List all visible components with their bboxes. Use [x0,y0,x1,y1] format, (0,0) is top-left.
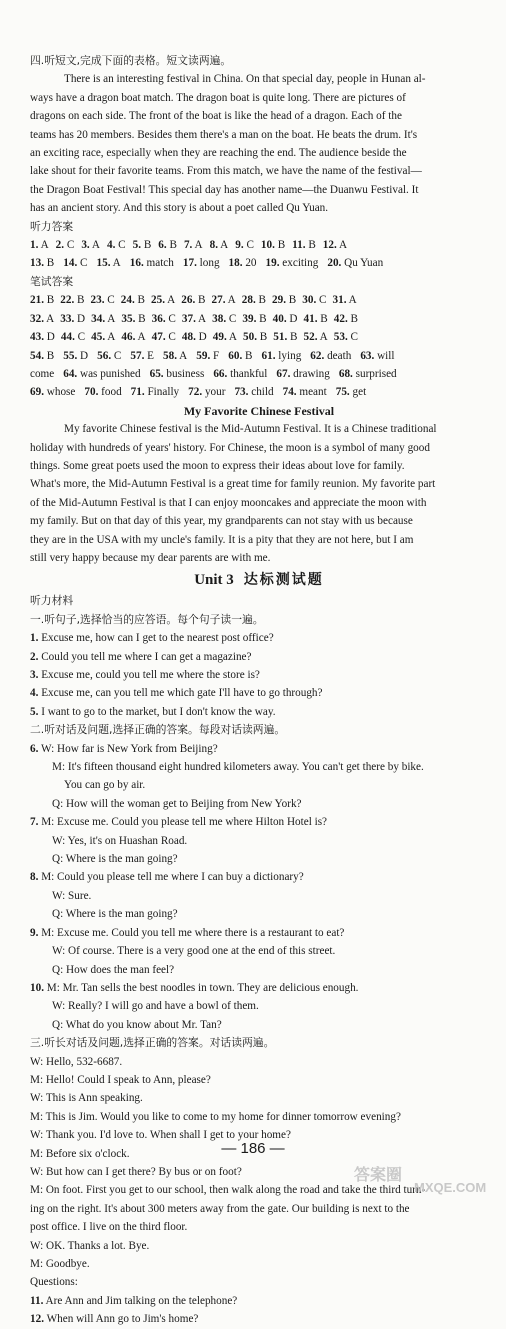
answer-item: 5. B [132,239,152,252]
answer-item: 10. B [260,239,286,252]
dialogue-line [30,1292,488,1310]
dialogue-line [30,813,488,831]
line-text: M: Excuse me. Could you tell me where there is a restaurant to eat? [38,926,345,939]
answer-item: 29. B [272,294,297,307]
document-page [30,52,488,1329]
answer-item: 52. A [303,331,328,344]
dialogue-line [30,979,488,997]
svg-text:答案圈: 答案圈 [354,1165,403,1184]
dialogue-line: M: Before six o'clock. [30,1147,130,1160]
line-text: Excuse me, can you tell me which gate I'll have to go through? [38,687,323,700]
line-text: W: Of course. There is a very good one at the end of this street. [52,945,336,958]
answer-item: 13. B [30,257,55,270]
dialogue-line [30,703,488,721]
listening-answers-heading: 听力答案 [30,219,74,233]
answer-row [30,236,488,254]
answer-item: 72. your [188,386,226,399]
part2-list [30,740,488,1035]
dialogue-line: W: This is Ann speaking. [30,1092,143,1105]
answer-item: 70. food [84,386,122,399]
answer-item: 42. B [333,312,358,325]
answer-item: come [30,367,55,380]
unit-subtitle: 达标测试题 [243,572,324,589]
answer-item: 55. D [63,349,89,362]
item-number: 4. [30,687,39,700]
dialogue-line: M: On foot. First you get to our school, then walk along the road and take the third turn- [30,1184,426,1197]
answer-item: 30. C [302,294,327,307]
line-text: Q: What do you know about Mr. Tan? [52,1018,222,1031]
answer-row [30,383,488,401]
essay-line: my family. But on that day of this year, my grandparents can not stay with us because [30,515,413,528]
item-number: 6. [30,742,39,755]
dialogue-line: W: But how can I get there? By bus or on foot? [30,1165,242,1178]
answer-item: 9. C [235,239,254,252]
answer-item: 28. B [241,294,266,307]
part1-heading: 一.听句子,选择恰当的应答语。每个句子读一遍。 [30,612,264,626]
answer-item: 18. 20 [228,257,257,270]
answer-item: 54. B [30,349,55,362]
answer-item: 60. B [228,349,253,362]
line-text: Q: How will the woman get to Beijing from New York? [52,797,302,810]
answer-item: 47. C [151,331,176,344]
answer-item: 23. C [90,294,115,307]
answer-item: 63. will [360,349,395,362]
answer-item: 65. business [149,367,205,380]
line-text: Q: Where is the man going? [52,853,178,866]
answer-item: 14. C [63,257,88,270]
answer-item: 20. Qu Yuan [327,257,384,270]
answer-item: 48. D [181,331,207,344]
dialogue-line [30,961,488,979]
answer-item: 75. get [335,386,367,399]
line-text: W: Sure. [52,889,92,902]
answer-item: 36. C [151,312,176,325]
page-number-value: 186 [240,1140,266,1157]
dialogue-line: Questions: [30,1276,78,1289]
answer-item: 19. exciting [265,257,319,270]
line-text: Excuse me, how can I get to the nearest post office? [38,632,274,645]
passage-line: dragons on each side. The front of the boat is like the head of a dragon. Each of the [30,110,402,123]
answer-item: 15. A [96,257,121,270]
essay-line: of the Mid-Autumn Festival is that I can enjoy mooncakes and appreciate the moon with [30,496,427,509]
answer-item: 25. A [151,294,176,307]
answer-item: 58. A [163,349,188,362]
answer-item: 64. was punished [63,367,141,380]
dialogue-line [30,905,488,923]
line-text: W: How far is New York from Beijing? [38,742,218,755]
dialogue-line [30,776,488,794]
dialogue-line [30,758,488,776]
written-answers-heading: 笔试答案 [30,274,74,288]
line-text: Q: How does the man feel? [52,963,175,976]
passage-line: the Dragon Boat Festival! This special day has another name—the Duanwu Festival. It [30,183,419,196]
answer-item: 59. F [196,349,220,362]
dialogue-line [30,924,488,942]
dialogue-line [30,1016,488,1034]
part3-heading: 三.听长对话及问题,选择正确的答案。对话读两遍。 [30,1036,275,1050]
passage-line: There is an interesting festival in China. On that special day, people in Hunan al- [64,73,426,86]
part1-list [30,629,488,721]
page-number: — 186 — [221,1140,285,1157]
dialogue-line: ing on the right. It's about 300 meters away from the gate. Our building is next to the [30,1202,410,1215]
answer-item: 73. child [234,386,274,399]
dialogue-line: M: Goodbye. [30,1258,90,1270]
answer-item: 12. A [322,239,348,252]
answer-item: 26. B [181,294,206,307]
part2-heading: 二.听对话及问题,选择正确的答案。每段对话读两遍。 [30,723,286,737]
svg-text:MXQE.COM: MXQE.COM [414,1180,487,1195]
line-text: You can go by air. [64,779,146,792]
line-text: M: Mr. Tan sells the best noodles in town. They are delicious enough. [43,981,359,994]
answer-row [30,254,488,272]
answer-item: 41. B [303,312,328,325]
dialogue-line [30,795,488,813]
item-number: 7. [30,816,39,829]
answer-row [30,365,488,383]
watermark-logo [348,1162,498,1196]
answer-item: 38. C [212,312,237,325]
dialogue-line [30,850,488,868]
answer-item: 35. B [121,312,146,325]
answer-item: 74. meant [282,386,327,399]
answer-item: 8. A [209,239,229,252]
answer-item: 3. A [81,239,100,252]
answer-item: 66. thankful [213,367,268,380]
dialogue-line: post office. I live on the third floor. [30,1221,188,1234]
essay-line: still very happy because my dear parents are with me. [30,551,271,564]
dialogue-line [30,648,488,666]
unit-title [30,568,488,592]
line-text: W: Really? I will go and have a bowl of them. [52,1000,259,1013]
passage-line: an exciting race, especially when they are reaching the end. The audience beside the [30,147,407,160]
dialogue-line [30,666,488,684]
answer-row [30,291,488,309]
answer-item: 6. B [158,239,177,252]
answer-item: 62. death [310,349,352,362]
line-text: M: Excuse me. Could you please tell me where Hilton Hotel is? [38,816,328,829]
answer-item: 17. long [182,257,220,270]
item-number: 12. [30,1313,44,1326]
item-number: 1. [30,632,39,645]
answer-item: 33. D [60,312,86,325]
answer-item: 24. B [120,294,145,307]
answer-item: 39. B [242,312,267,325]
essay-line: What's more, the Mid-Autumn Festival is a great time for family reunion. My favorite part [30,478,436,491]
item-number: 11. [30,1294,44,1307]
answer-item: 56. C [97,349,122,362]
answer-item: 43. D [30,331,55,344]
passage-line: has an ancient story. And this story is about a poet called Qu Yuan. [30,202,329,215]
dialogue-line [30,887,488,905]
dialogue-line [30,629,488,647]
answer-item: 53. C [333,331,358,344]
answer-item: 45. A [91,331,116,344]
answer-item: 2. C [55,239,75,252]
unit-name: Unit 3 [194,572,234,589]
dialogue-line: M: This is Jim. Would you like to come to my home for dinner tomorrow evening? [30,1110,401,1123]
item-number: 10. [30,981,44,994]
line-text: Are Ann and Jim talking on the telephone? [43,1294,238,1307]
dialogue-line: M: Hello! Could I speak to Ann, please? [30,1073,211,1086]
answer-item: 46. A [121,331,146,344]
answer-item: 32. A [30,312,55,325]
essay-body [30,420,488,567]
answer-item: 16. match [129,257,174,270]
line-text: Excuse me, could you tell me where the store is? [38,669,260,681]
answer-item: 50. B [243,331,268,344]
answer-row [30,310,488,328]
line-text: M: It's fifteen thousand eight hundred kilometers away. You can't get there by bike. [52,761,424,774]
essay-line: things. Some great poets used the moon to express their ideas about love for family. [30,459,405,472]
passage-line: ways have a dragon boat match. The dragon boat is quite long. There are pictures of [30,91,406,104]
answer-item: 21. B [30,294,55,307]
answer-item: 40. D [272,312,298,325]
line-text: I want to go to the market, but I don't know the way. [38,705,276,718]
answer-item: 11. B [292,239,316,252]
question-list [30,1292,488,1329]
answer-row [30,347,488,365]
essay-line: holiday with hundreds of years' history. For Chinese, the moon is a symbol of many good [30,441,430,454]
dialogue-line: W: OK. Thanks a lot. Bye. [30,1239,150,1252]
answer-item: 31. A [332,294,357,307]
dialogue-line [30,997,488,1015]
line-text: W: Yes, it's on Huashan Road. [52,834,188,847]
answer-item: 7. A [183,239,203,252]
materials-heading: 听力材料 [30,594,74,608]
dialogue-line [30,868,488,886]
passage-line: lake shout for their favorite teams. From this match, we have the name of the festival— [30,165,422,178]
written-answer-rows [30,291,488,401]
line-text: Could you tell me where I can get a magazine? [38,650,252,663]
essay-line: they are in the USA with my uncle's family. It is a pity that they are not here, but I am [30,533,414,546]
answer-item: 37. A [181,312,207,325]
item-number: 5. [30,705,39,718]
section-heading: 四.听短文,完成下面的表格。短文读两遍。 [30,54,232,67]
answer-item: 57. E [130,349,154,362]
answer-item: 1. A [30,239,49,252]
dialogue-line [30,740,488,758]
answer-item: 51. B [273,331,298,344]
answer-item: 71. Finally [130,386,180,399]
passage-line: teams has 20 members. Besides them there's a man on the boat. He beats the drum. It's [30,128,418,141]
essay-line: My favorite Chinese festival is the Mid-Autumn Festival. It is a Chinese traditional [64,423,437,436]
answer-item: 69. whose [30,386,76,399]
answer-item: 49. A [212,331,237,344]
item-number: 2. [30,650,39,663]
line-text: When will Ann go to Jim's home? [43,1313,199,1326]
essay-title: My Favorite Chinese Festival [183,403,335,418]
dialogue-line: W: Thank you. I'd love to. When shall I get to your home? [30,1129,291,1142]
answer-item: 61. lying [261,349,302,362]
answer-item: 4. C [106,239,126,252]
dialogue-line: W: Hello, 532-6687. [30,1055,123,1068]
answer-item: 68. surprised [338,367,397,380]
line-text: Q: Where is the man going? [52,908,178,921]
line-text: M: Could you please tell me where I can buy a dictionary? [38,871,304,884]
answer-item: 22. B [60,294,85,307]
answer-item: 67. drawing [276,367,330,380]
answer-row [30,328,488,346]
item-number: 8. [30,871,39,884]
passage [30,70,488,217]
dialogue-line [30,684,488,702]
dialogue-line [30,832,488,850]
item-number: 3. [30,669,39,681]
answer-item: 44. C [60,331,86,344]
answer-item: 27. A [211,294,236,307]
dialogue-line [30,942,488,960]
answer-item: 34. A [91,312,116,325]
item-number: 9. [30,926,39,939]
dialogue-line [30,1310,488,1328]
